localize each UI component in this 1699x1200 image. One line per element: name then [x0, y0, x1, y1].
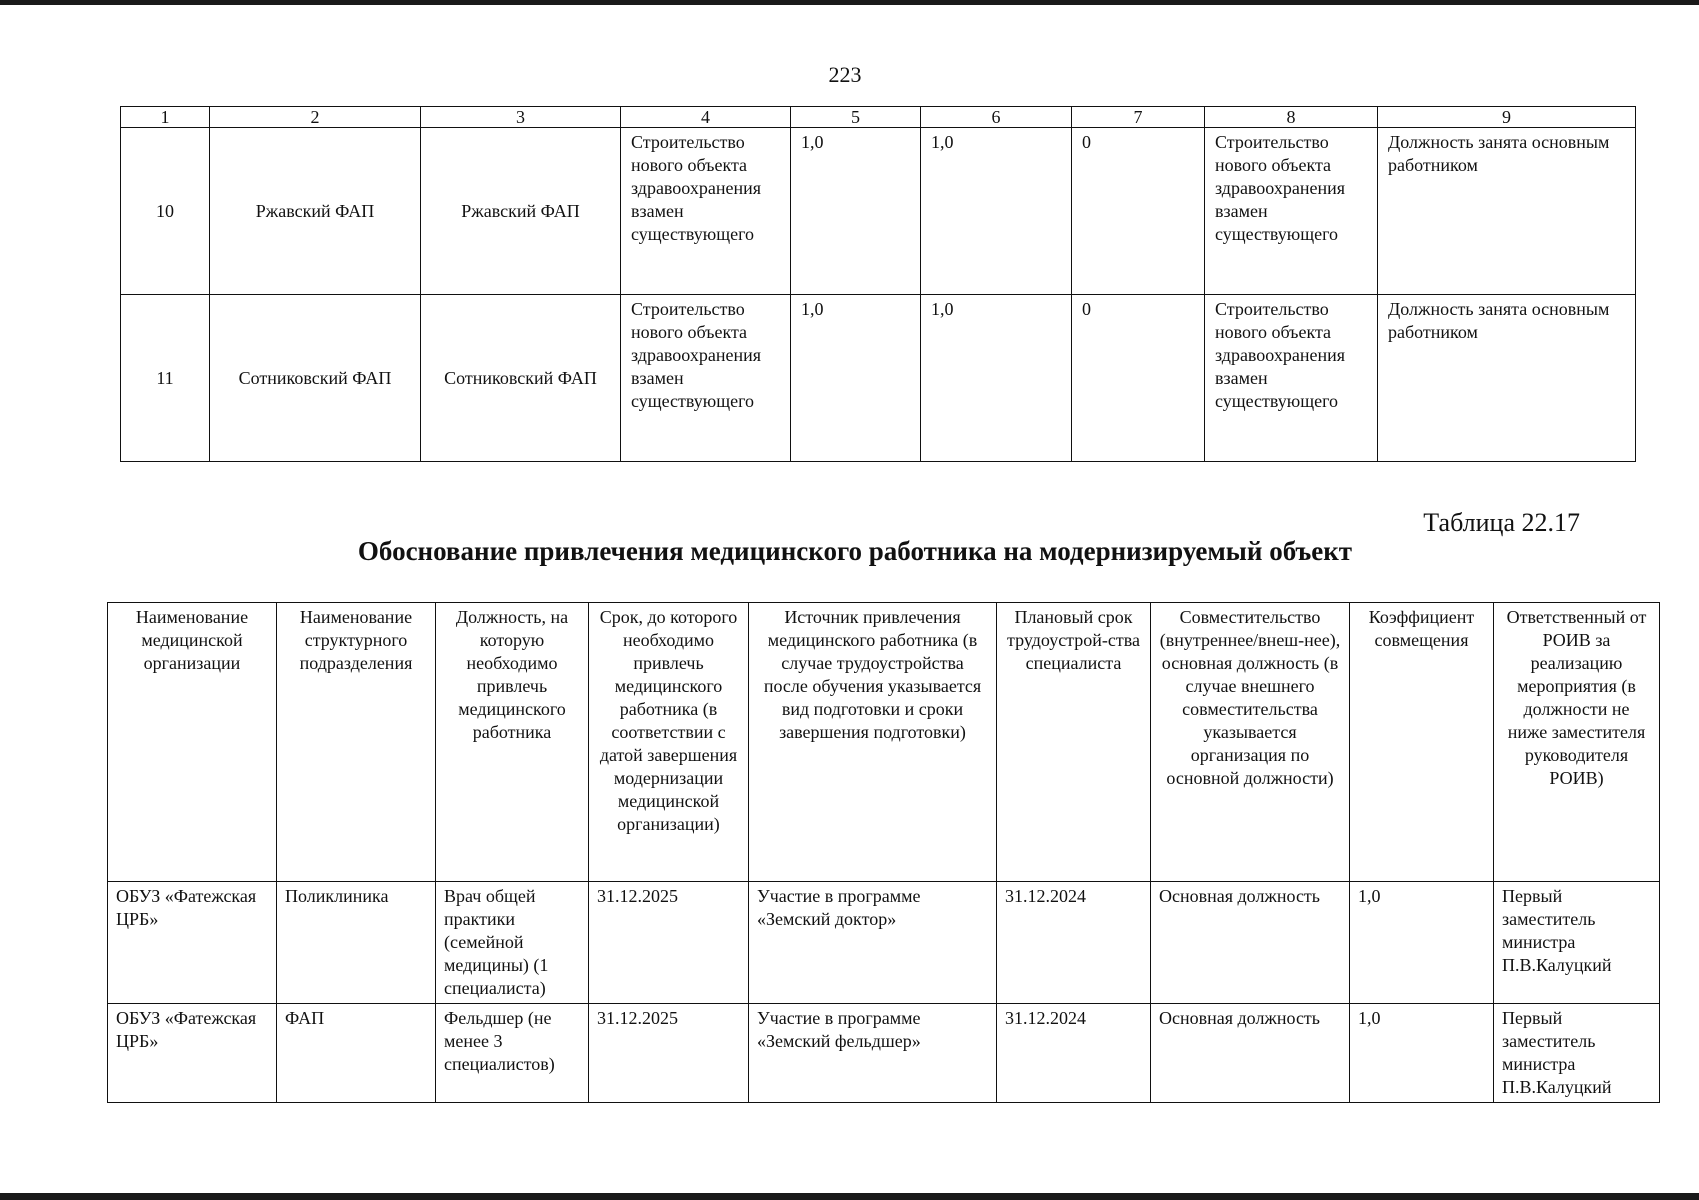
responsible-person: Первый заместитель министра П.В.Калуцкий: [1494, 882, 1660, 1004]
combination-coefficient: 1,0: [1350, 1004, 1494, 1103]
column-header: Коэффициент совмещения: [1350, 603, 1494, 882]
unit-name: Поликлиника: [277, 882, 436, 1004]
unit-name: Сотниковский ФАП: [421, 295, 621, 462]
header-row: [108, 603, 1660, 882]
action-text: Строительство нового объекта здравоохранения взамен существующего: [621, 128, 791, 295]
scan-border-bottom: [0, 1193, 1699, 1200]
column-header: Источник привлечения медицинского работника (в случае трудоустройства после обучения указывается вид подготовки и сроки завершения подготовки): [749, 603, 997, 882]
column-header: Совместительство (внутреннее/внеш-нее), основная должность (в случае внешнего совместительства указывается организация по основной должности): [1151, 603, 1350, 882]
facility-name: Ржавский ФАП: [210, 128, 421, 295]
position-name: Фельдшер (не менее 3 специалистов): [436, 1004, 589, 1103]
table-row: [108, 882, 1660, 1004]
deadline-date: 31.12.2025: [589, 1004, 749, 1103]
facility-name: Сотниковский ФАП: [210, 295, 421, 462]
column-header: Ответственный от РОИВ за реализацию мероприятия (в должности не ниже заместителя руководителя РОИВ): [1494, 603, 1660, 882]
position-status: Должность занята основным работником: [1378, 295, 1636, 462]
table-title: Обоснование привлечения медицинского работника на модернизируемый объект: [357, 536, 1353, 566]
column-number: 2: [210, 107, 421, 128]
table-row: [108, 1004, 1660, 1103]
column-number: 3: [421, 107, 621, 128]
scan-border-top: [0, 0, 1699, 5]
value-cell: 1,0: [791, 128, 921, 295]
planned-date: 31.12.2024: [997, 1004, 1151, 1103]
value-cell: 1,0: [921, 295, 1072, 462]
column-number: 5: [791, 107, 921, 128]
recruitment-source: Участие в программе «Земский доктор»: [749, 882, 997, 1004]
value-cell: 1,0: [921, 128, 1072, 295]
responsible-person: Первый заместитель министра П.В.Калуцкий: [1494, 1004, 1660, 1103]
page-number: 223: [828, 62, 862, 87]
column-number: 8: [1205, 107, 1378, 128]
combination-coefficient: 1,0: [1350, 882, 1494, 1004]
combination-type: Основная должность: [1151, 1004, 1350, 1103]
column-header: Срок, до которого необходимо привлечь медицинского работника (в соответствии с датой завершения модернизации медицинской организации): [589, 603, 749, 882]
row-number: 11: [121, 295, 210, 462]
column-number: 7: [1072, 107, 1205, 128]
value-cell: 0: [1072, 295, 1205, 462]
column-number-row: [121, 107, 1636, 128]
column-header: Наименование структурного подразделения: [277, 603, 436, 882]
position-name: Врач общей практики (семейной медицины) (1 специалиста): [436, 882, 589, 1004]
table-row: [121, 295, 1636, 462]
action-text: Строительство нового объекта здравоохранения взамен существующего: [1205, 128, 1378, 295]
column-number: 6: [921, 107, 1072, 128]
value-cell: 0: [1072, 128, 1205, 295]
position-status: Должность занята основным работником: [1378, 128, 1636, 295]
column-header: Наименование медицинской организации: [108, 603, 277, 882]
column-header: Должность, на которую необходимо привлечь медицинского работника: [436, 603, 589, 882]
column-number: 4: [621, 107, 791, 128]
recruitment-source: Участие в программе «Земский фельдшер»: [749, 1004, 997, 1103]
value-cell: 1,0: [791, 295, 921, 462]
row-number: 10: [121, 128, 210, 295]
recruitment-table: [107, 602, 1660, 1103]
column-number: 1: [121, 107, 210, 128]
planned-date: 31.12.2024: [997, 882, 1151, 1004]
deadline-date: 31.12.2025: [589, 882, 749, 1004]
organization-name: ОБУЗ «Фатежская ЦРБ»: [108, 1004, 277, 1103]
action-text: Строительство нового объекта здравоохранения взамен существующего: [1205, 295, 1378, 462]
table-row: [121, 128, 1636, 295]
unit-name: Ржавский ФАП: [421, 128, 621, 295]
combination-type: Основная должность: [1151, 882, 1350, 1004]
staffing-table-continuation: [120, 106, 1636, 462]
table-label: Таблица 22.17: [1423, 508, 1580, 537]
action-text: Строительство нового объекта здравоохранения взамен существующего: [621, 295, 791, 462]
column-number: 9: [1378, 107, 1636, 128]
unit-name: ФАП: [277, 1004, 436, 1103]
column-header: Плановый срок трудоустрой-ства специалиста: [997, 603, 1151, 882]
organization-name: ОБУЗ «Фатежская ЦРБ»: [108, 882, 277, 1004]
